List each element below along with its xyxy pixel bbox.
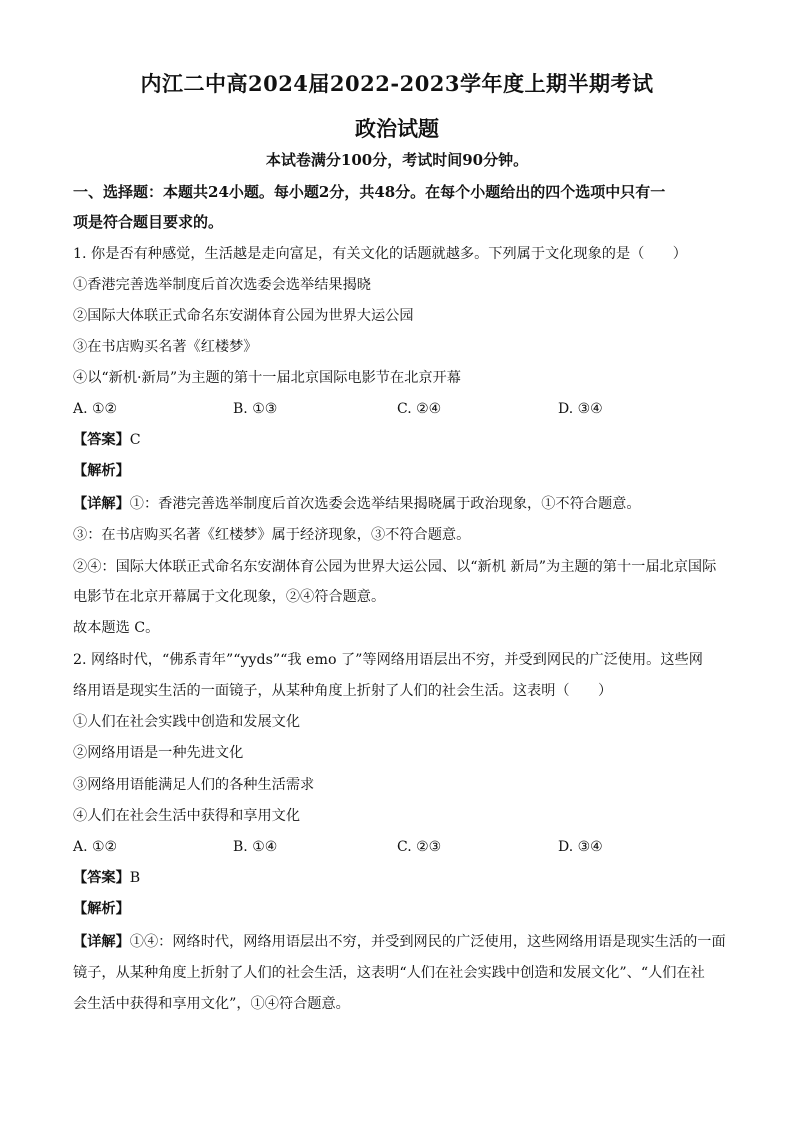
q2-item-4: ④人们在社会生活中获得和享用文化 (73, 808, 301, 824)
q2-detail-2: 镜子，从某种角度上折射了人们的社会生活，这表明“人们在社会实践中创造和发展文化”、“人们在社 (73, 965, 705, 981)
q1-detail-5: 故本题选 C。 (73, 620, 160, 636)
q2-answer-value: B (129, 870, 141, 886)
q1-option-d: D. ③④ (558, 401, 603, 417)
q2-answer (73, 868, 728, 888)
q1-option-b: B. ①③ (233, 401, 278, 417)
q2-answer-tag: 【答案】 (73, 870, 130, 886)
q2-detail-3: 会生活中获得和享用文化”，①④符合题意。 (73, 996, 350, 1012)
q1-detail-4: 电影节在北京开幕属于文化现象，②④符合题意。 (73, 589, 386, 605)
q1-item-2: ②国际大体联正式命名东安湖体育公园为世界大运公园 (73, 308, 414, 324)
q2-item-1: ①人们在社会实践中创造和发展文化 (73, 714, 301, 730)
q2-option-d: D. ③④ (558, 839, 603, 855)
q1-analysis-tag (73, 461, 728, 481)
section-heading-line1: 一、选择题：本题共24小题。每小题2分，共48分。在每个小题给出的四个选项中只有一 (73, 183, 666, 201)
q1-detail-3: ②④：国际大体联正式命名东安湖体育公园为世界大运公园、以“新机 新局”为主题的第十一届北京国际 (73, 559, 717, 575)
q2-option-c: C. ②③ (397, 839, 442, 855)
q1-option-c: C. ②④ (397, 401, 442, 417)
q1-analysis-label: 【解析】 (73, 463, 130, 479)
q2-detail-tag: 【详解】 (73, 934, 130, 950)
q1-detail-tag: 【详解】 (73, 496, 130, 512)
q2-option-b: B. ①④ (233, 839, 278, 855)
q1-detail-1 (73, 494, 728, 514)
q2-detail-text-1: ①④：网络时代，网络用语层出不穷，并受到网民的广泛使用，这些网络用语是现实生活的一面 (129, 934, 726, 950)
q1-answer-value: C (129, 432, 141, 448)
q2-analysis-tag (73, 899, 728, 919)
q2-stem-line1: 2. 网络时代，“佛系青年”“yyds”“我 emo 了”等网络用语层出不穷，并受到网民的广泛使用。这些网 (73, 652, 703, 668)
q1-answer (73, 430, 728, 450)
subject-title: 政治试题 (355, 116, 439, 141)
q1-stem: 1. 你是否有种感觉，生活越是走向富足，有关文化的话题就越多。下列属于文化现象的是（ ） (73, 246, 687, 262)
q1-detail-text-1: ①：香港完善选举制度后首次选委会选举结果揭晓属于政治现象，①不符合题意。 (129, 496, 641, 512)
q1-item-3: ③在书店购买名著《红楼梦》 (73, 339, 258, 355)
q2-analysis-label: 【解析】 (73, 901, 130, 917)
q2-detail-1 (73, 932, 728, 952)
q1-detail-2: ③：在书店购买名著《红楼梦》属于经济现象，③不符合题意。 (73, 527, 471, 543)
exam-note: 本试卷满分100分，考试时间90分钟。 (265, 151, 529, 169)
section-heading-line2: 项是符合题目要求的。 (73, 213, 224, 231)
q2-item-2: ②网络用语是一种先进文化 (73, 745, 244, 761)
q1-item-4: ④以“新机·新局”为主题的第十一届北京国际电影节在北京开幕 (73, 370, 461, 386)
q2-item-3: ③网络用语能满足人们的各种生活需求 (73, 777, 315, 793)
q2-stem-line2: 络用语是现实生活的一面镜子，从某种角度上折射了人们的社会生活。这表明（ ） (73, 683, 613, 699)
q1-item-1: ①香港完善选举制度后首次选委会选举结果揭晓 (73, 277, 371, 293)
q1-option-a: A. ①② (73, 401, 118, 417)
q2-option-a: A. ①② (73, 839, 118, 855)
q1-answer-tag: 【答案】 (73, 432, 130, 448)
exam-title: 内江二中高2024届2022-2023学年度上期半期考试 (140, 71, 654, 96)
